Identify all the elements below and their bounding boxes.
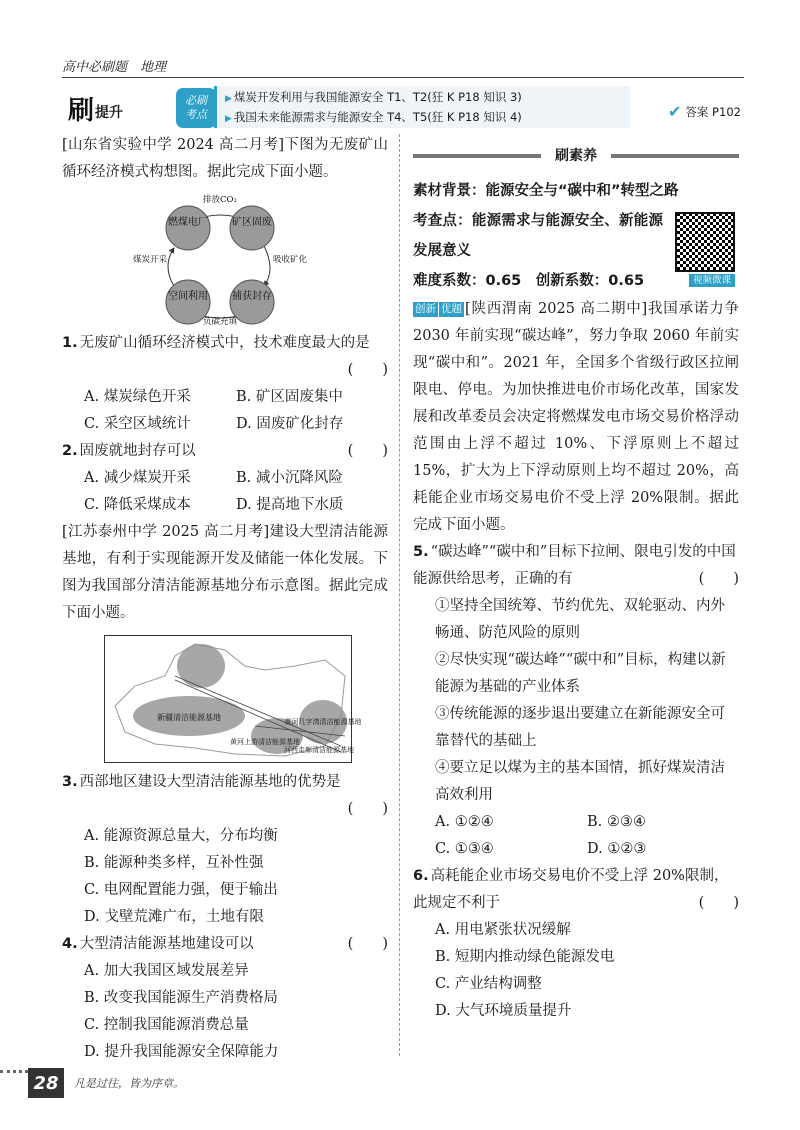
checkmark-icon: ✔ [668, 102, 682, 121]
option[interactable]: C. 电网配置能力强，便于输出 [84, 882, 278, 898]
q5-options-row1 [413, 809, 739, 836]
option[interactable]: A. 减少煤炭开采 [84, 470, 191, 486]
node-solid-waste: 矿区固废 [232, 217, 272, 228]
section-rule [611, 154, 739, 158]
key-points-box [214, 86, 630, 128]
intro-passage-2: [江苏泰州中学 2025 高二月考]建设大型清洁能源基地，有利于实现能源开发及储能一体化发展。下图为我国部分清洁能源基地分布示意图。据此完成下面小题。 [62, 524, 388, 621]
label-emission: 排放CO₂ [203, 195, 237, 205]
option[interactable]: C. 控制我国能源消费总量 [84, 1017, 249, 1033]
label-backfill: 负碳充填 [202, 317, 238, 327]
key-points-seal: 必刷考点 [176, 88, 216, 128]
node-power-plant: 燃煤电厂 [168, 217, 208, 228]
focus-points: 考查点：能源需求与能源安全、新能源发展意义 [413, 213, 663, 259]
section-header [413, 136, 739, 176]
question-5: 5. “碳达峰”“碳中和”目标下拉闸、限电引发的中国能源供给思考，正确的有 [413, 544, 736, 587]
option[interactable]: D. 提高地下水质 [236, 497, 344, 513]
column-divider [399, 134, 400, 1056]
option[interactable]: B. 矿区固废集中 [236, 389, 343, 405]
answer-reference: ✔ 答案 P102 [668, 102, 741, 121]
question-1: 1. 无废矿山循环经济模式中，技术难度最大的是 [62, 335, 370, 351]
node-capture-storage: 捕获封存 [232, 291, 272, 302]
statement: ④要立足以煤为主的基本国情，抓好煤炭清洁高效利用 [435, 760, 725, 803]
q1-options-row1 [62, 384, 388, 411]
section-rule [413, 154, 541, 158]
answer-blank-1[interactable]: ( ) [347, 362, 388, 378]
label-hexi-corridor: 河西走廊清洁能源基地 [284, 746, 354, 754]
option[interactable]: D. 提升我国能源安全保障能力 [84, 1044, 279, 1060]
option[interactable]: B. 减小沉降风险 [236, 470, 343, 486]
option[interactable]: B. ②③④ [587, 814, 646, 830]
question-3: 3. 西部地区建设大型清洁能源基地的优势是 [62, 774, 341, 790]
option[interactable]: B. 改变我国能源生产消费格局 [84, 990, 278, 1006]
option[interactable]: A. 煤炭绿色开采 [84, 389, 191, 405]
answer-blank-5[interactable]: ( ) [698, 571, 739, 587]
premium-tag: 优题 [441, 303, 462, 315]
statement: ③传统能源的逐步退出要建立在新能源安全可靠替代的基础上 [435, 706, 725, 749]
brand-main: 刷 [68, 96, 94, 126]
option[interactable]: A. 用电紧张状况缓解 [435, 922, 571, 938]
option[interactable]: A. ①②④ [435, 814, 494, 830]
intro-passage-3: 创新 优题 [陕西渭南 2025 高二期中]我国承诺力争 2030 年前实现“碳达峰”，努力争取 2060 年前实现“碳中和”。2021 年，全国多个省级行政区拉闸限电、停电。为加快推进电价市场化改革，国家发展和改革委员会决定将燃煤发电市场交易价格浮动范围由上浮不超过 10%、下浮原则上不超过 15%，扩大为上下浮动原则上均不超过 20%，高耗能企业市场交易电价不受上浮 20%限制。据此完成下面小题。 [413, 301, 739, 533]
option[interactable]: D. 固废矿化封存 [236, 416, 344, 432]
innovation-tag: 创新 [415, 303, 436, 315]
page-number: 28 [28, 1068, 64, 1098]
answer-blank-3[interactable]: ( ) [347, 801, 388, 817]
circular-economy-diagram [62, 190, 388, 326]
answer-blank-4[interactable]: ( ) [347, 936, 388, 952]
footer-motto: 凡是过往，皆为序章。 [74, 1077, 184, 1090]
left-column [62, 132, 388, 1066]
option[interactable]: B. 短期内推动绿色能源发电 [435, 949, 615, 965]
clean-energy-base-map [104, 635, 362, 763]
option[interactable]: D. 戈壁荒滩广布，土地有限 [84, 909, 264, 925]
brand-title [68, 90, 123, 127]
statement: ②尽快实现“碳达峰”“碳中和”目标，构建以新能源为基础的产业体系 [435, 652, 726, 695]
key-point-2: ▶ 我国未来能源需求与能源安全 T4、T5(狂 K P18 知识 4) [225, 110, 522, 124]
option[interactable]: C. 降低采煤成本 [84, 497, 191, 513]
option[interactable]: C. 产业结构调整 [435, 976, 542, 992]
right-column [413, 132, 739, 1025]
video-lesson-label[interactable]: 视频微课 [689, 274, 735, 287]
q2-options-row1 [62, 465, 388, 492]
q2-options-row2 [62, 492, 388, 519]
option[interactable]: D. 大气环境质量提升 [435, 1003, 572, 1019]
triangle-icon: ▶ [225, 114, 232, 124]
option[interactable]: C. 采空区域统计 [84, 416, 191, 432]
q5-options-row2 [413, 836, 739, 863]
label-xinjiang: 新疆清洁能源基地 [157, 713, 221, 722]
section-title: 刷素养 [555, 147, 597, 164]
material-background: 素材背景：能源安全与“碳中和”转型之路 [413, 183, 679, 199]
label-mining: 煤炭开采 [132, 255, 168, 265]
label-huanghe-jiziwan: 黄河几字湾清洁能源基地 [284, 718, 362, 726]
option[interactable]: B. 能源种类多样，互补性强 [84, 855, 264, 871]
triangle-icon: ▶ [225, 94, 232, 104]
header-rule [62, 77, 744, 78]
difficulty-coefficients: 难度系数：0.65 创新系数：0.65 [413, 273, 645, 289]
answer-blank-2[interactable]: ( ) [347, 443, 388, 459]
intro-passage-1: [山东省实验中学 2024 高二月考]下图为无废矿山循环经济模式构想图。据此完成下面小题。 [62, 137, 388, 180]
q1-options-row2 [62, 411, 388, 438]
option[interactable]: A. 能源资源总量大，分布均衡 [84, 828, 278, 844]
statement: ①坚持全国统筹、节约优先、双轮驱动、内外畅通、防范风险的原则 [435, 598, 725, 641]
question-4: 4. 大型清洁能源基地建设可以 ( ) [62, 931, 388, 958]
option[interactable]: A. 加大我国区域发展差异 [84, 963, 249, 979]
qr-code[interactable] [675, 212, 735, 272]
node-space-use: 空间利用 [168, 291, 208, 302]
label-huanghe-upper: 黄河上游清洁能源基地 [230, 738, 300, 746]
question-6: 6. 高耗能企业市场交易电价不受上浮 20%限制，此规定不利于 [413, 868, 729, 911]
footer-dots [0, 1070, 28, 1080]
running-header: 高中必刷题 地理 [62, 60, 167, 75]
key-point-1: ▶ 煤炭开发利用与我国能源安全 T1、T2(狂 K P18 知识 3) [225, 90, 522, 104]
label-mineralization: 吸收矿化 [272, 255, 308, 265]
question-2: 2. 固废就地封存可以 ( ) [62, 438, 388, 465]
brand-sub: 提升 [95, 104, 124, 121]
option[interactable]: C. ①③④ [435, 841, 494, 857]
answer-blank-6[interactable]: ( ) [698, 895, 739, 911]
option[interactable]: D. ①②③ [587, 841, 647, 857]
